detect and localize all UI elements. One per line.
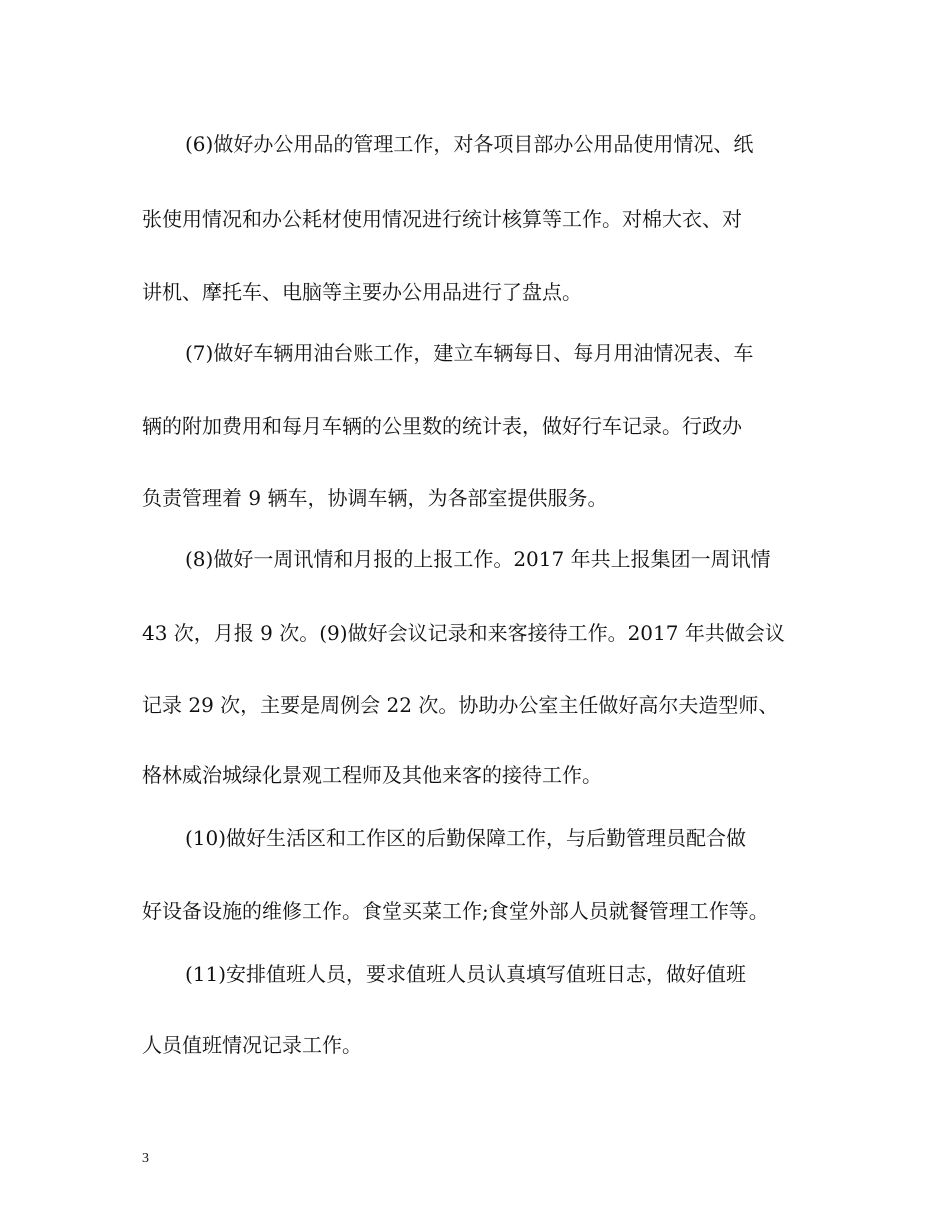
paragraph-line: (6)做好办公用品的管理工作，对各项目部办公用品使用情况、纸 bbox=[185, 132, 754, 156]
paragraph-line: 记录 29 次，主要是周例会 22 次。协助办公室主任做好高尔夫造型师、 bbox=[142, 693, 779, 717]
paragraph-line: 人员值班情况记录工作。 bbox=[142, 1033, 362, 1057]
paragraph-line: 辆的附加费用和每月车辆的公里数的统计表，做好行车记录。行政办 bbox=[142, 414, 742, 438]
paragraph-line: 讲机、摩托车、电脑等主要办公用品进行了盘点。 bbox=[142, 280, 582, 304]
paragraph-line: (7)做好车辆用油台账工作，建立车辆每日、每月用油情况表、车 bbox=[185, 341, 754, 365]
paragraph-line: 好设备设施的维修工作。食堂买菜工作;食堂外部人员就餐管理工作等。 bbox=[142, 899, 769, 923]
paragraph-line: 43 次，月报 9 次。(9)做好会议记录和来客接待工作。2017 年共做会议 bbox=[142, 621, 785, 645]
paragraph-line: 负责管理着 9 辆车，协调车辆，为各部室提供服务。 bbox=[142, 486, 608, 510]
paragraph-line: (8)做好一周讯情和月报的上报工作。2017 年共上报集团一周讯情 bbox=[185, 547, 771, 571]
page-number: 3 bbox=[142, 1151, 149, 1166]
paragraph-line: (10)做好生活区和工作区的后勤保障工作，与后勤管理员配合做 bbox=[185, 826, 747, 850]
paragraph-line: 张使用情况和办公耗材使用情况进行统计核算等工作。对棉大衣、对 bbox=[142, 207, 742, 231]
paragraph-line: 格林威治城绿化景观工程师及其他来客的接待工作。 bbox=[142, 763, 602, 787]
paragraph-line: (11)安排值班人员，要求值班人员认真填写值班日志，做好值班 bbox=[185, 962, 747, 986]
